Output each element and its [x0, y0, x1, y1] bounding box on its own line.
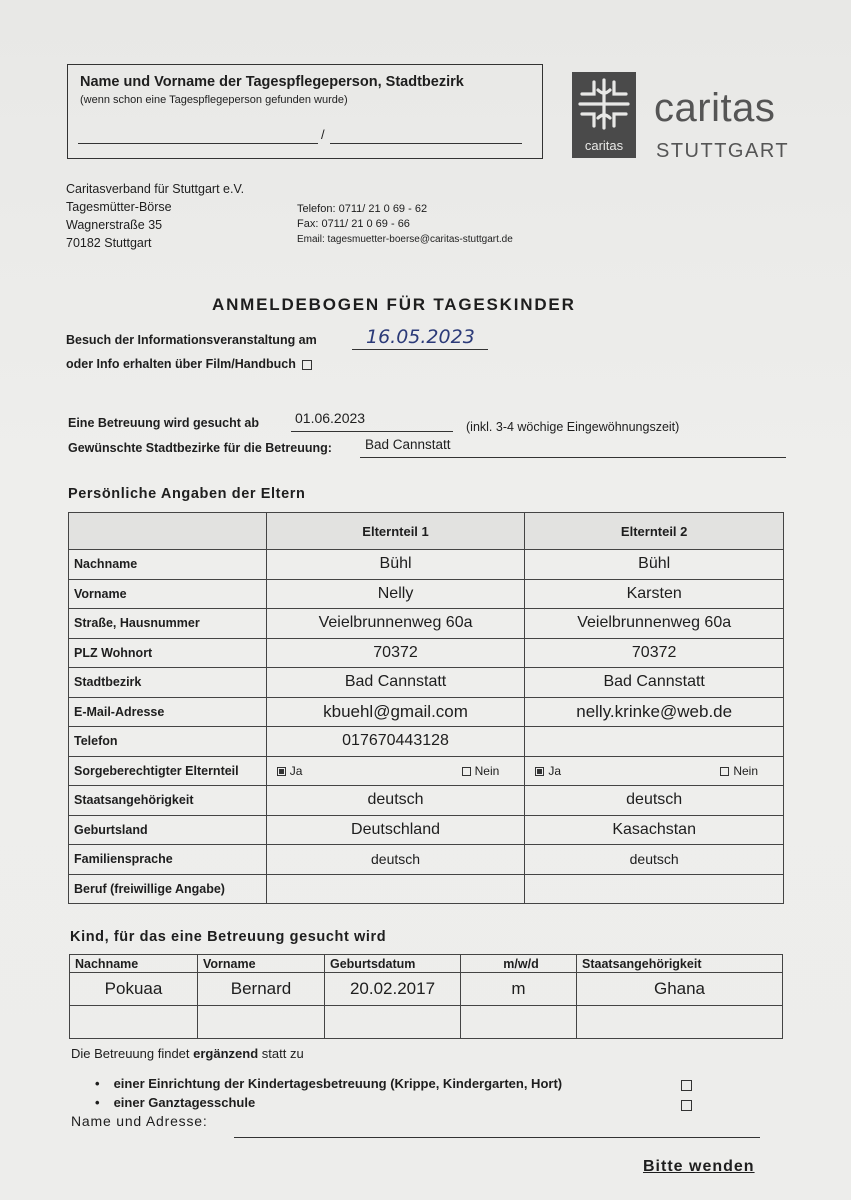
parent2-district[interactable]: Bad Cannstatt: [525, 668, 784, 698]
checkbox-checked-icon[interactable]: [277, 767, 286, 776]
parents-heading: Persönliche Angaben der Eltern: [68, 486, 306, 502]
film-label-text: oder Info erhalten über Film/Handbuch: [66, 357, 296, 371]
parent2-email[interactable]: nelly.krinke@web.de: [525, 697, 784, 727]
parent1-lastname[interactable]: Bühl: [266, 550, 525, 580]
address-line: Caritasverband für Stuttgart e.V.: [66, 182, 245, 196]
caritas-logo-icon: [572, 72, 636, 158]
parent1-custody-yes[interactable]: [277, 764, 303, 778]
child-gender[interactable]: m: [461, 973, 577, 1006]
table-row: [70, 973, 783, 1006]
row-label: Straße, Hausnummer: [69, 609, 267, 639]
child2-firstname[interactable]: [198, 1006, 325, 1039]
parent1-firstname[interactable]: Nelly: [266, 579, 525, 609]
parent2-job[interactable]: [525, 874, 784, 904]
parent2-custody: [525, 756, 784, 786]
table-row: [69, 727, 784, 757]
yes-label: Ja: [289, 763, 303, 778]
child-header-lastname: Nachname: [70, 955, 198, 973]
child-table: [69, 954, 783, 1039]
table-row: [69, 874, 784, 904]
child2-gender[interactable]: [461, 1006, 577, 1039]
parent1-birthcountry[interactable]: Deutschland: [266, 815, 525, 845]
daycare-checkbox[interactable]: [681, 1080, 692, 1091]
start-date-value: 01.06.2023: [295, 410, 366, 426]
parent1-email[interactable]: kbuehl@gmail.com: [266, 697, 525, 727]
parent1-custody: [266, 756, 525, 786]
table-row: [69, 845, 784, 875]
table-row: [69, 815, 784, 845]
parents-table: [68, 512, 784, 904]
child2-nationality[interactable]: [577, 1006, 783, 1039]
parent1-street[interactable]: Veielbrunnenweg 60a: [266, 609, 525, 639]
film-label: [66, 357, 316, 371]
supplement-pre: Die Betreuung findet: [71, 1046, 194, 1061]
child2-birthdate[interactable]: [325, 1006, 461, 1039]
list-item: • einer Einrichtung der Kindertagesbetreuung (Krippe, Kindergarten, Hort): [95, 1074, 562, 1093]
parent2-lastname[interactable]: Bühl: [525, 550, 784, 580]
child-nationality[interactable]: Ghana: [577, 973, 783, 1006]
start-label: Eine Betreuung wird gesucht ab: [68, 416, 259, 430]
contact-info: [297, 202, 513, 247]
visit-date-field[interactable]: [352, 326, 488, 350]
logo-city: STUTTGART: [656, 140, 790, 162]
name-address-field[interactable]: [234, 1124, 760, 1138]
row-label: Vorname: [69, 579, 267, 609]
caregiver-separator: /: [321, 127, 325, 142]
caregiver-district-field[interactable]: [330, 143, 522, 144]
parent2-language[interactable]: deutsch: [525, 845, 784, 875]
table-header-row: [69, 513, 784, 550]
parent1-district[interactable]: Bad Cannstatt: [266, 668, 525, 698]
table-row: [69, 579, 784, 609]
parent2-street[interactable]: Veielbrunnenweg 60a: [525, 609, 784, 639]
parent1-nationality[interactable]: deutsch: [266, 786, 525, 816]
child-birthdate[interactable]: 20.02.2017: [325, 973, 461, 1006]
header-parent2: Elternteil 2: [525, 513, 784, 550]
parent2-custody-yes[interactable]: [535, 764, 561, 778]
phone: Telefon: 0711/ 21 0 69 - 62: [297, 203, 428, 215]
checkbox-icon[interactable]: [720, 767, 729, 776]
name-address-label: Name und Adresse:: [71, 1113, 208, 1129]
visit-date-value: 16.05.2023: [366, 326, 475, 348]
checkbox-icon[interactable]: [462, 767, 471, 776]
checkbox-checked-icon[interactable]: [535, 767, 544, 776]
parent1-job[interactable]: [266, 874, 525, 904]
list-item: • einer Ganztagesschule: [95, 1093, 562, 1112]
table-row: [69, 697, 784, 727]
visit-label: Besuch der Informationsveranstaltung am: [66, 333, 317, 347]
child-lastname[interactable]: Pokuaa: [70, 973, 198, 1006]
child-header-firstname: Vorname: [198, 955, 325, 973]
table-row: [69, 786, 784, 816]
supplement-bold: ergänzend: [193, 1046, 259, 1061]
fax: Fax: 0711/ 21 0 69 - 66: [297, 218, 410, 230]
table-row: [69, 668, 784, 698]
table-row: [69, 609, 784, 639]
parent2-zip[interactable]: 70372: [525, 638, 784, 668]
row-label: Staatsangehörigkeit: [69, 786, 267, 816]
parent1-phone[interactable]: 017670443128: [266, 727, 525, 757]
film-checkbox[interactable]: [302, 360, 312, 370]
row-label: Nachname: [69, 550, 267, 580]
parent2-phone[interactable]: [525, 727, 784, 757]
turn-page-link[interactable]: Bitte wenden: [643, 1158, 755, 1175]
address-line: Tagesmütter-Börse: [66, 200, 172, 214]
logo-wordmark: caritas: [654, 86, 776, 130]
logo-small-text: caritas: [584, 138, 624, 153]
district-value: Bad Cannstatt: [365, 437, 451, 452]
row-label: PLZ Wohnort: [69, 638, 267, 668]
parent2-firstname[interactable]: Karsten: [525, 579, 784, 609]
row-label: Telefon: [69, 727, 267, 757]
start-date-field[interactable]: [291, 412, 453, 432]
parent1-custody-no[interactable]: [462, 764, 500, 778]
table-row: [69, 756, 784, 786]
parent2-birthcountry[interactable]: Kasachstan: [525, 815, 784, 845]
row-label: Stadtbezirk: [69, 668, 267, 698]
supplement-list: [95, 1074, 562, 1112]
child-header-nationality: Staatsangehörigkeit: [577, 955, 783, 973]
district-label: Gewünschte Stadtbezirke für die Betreuung:: [68, 441, 332, 455]
form-title: ANMELDEBOGEN FÜR TAGESKINDER: [212, 295, 576, 314]
parent2-nationality[interactable]: deutsch: [525, 786, 784, 816]
row-label: E-Mail-Adresse: [69, 697, 267, 727]
address-line: 70182 Stuttgart: [66, 236, 152, 250]
parent2-custody-no[interactable]: [720, 764, 758, 778]
child-header-row: [70, 955, 783, 973]
child-header-birthdate: Geburtsdatum: [325, 955, 461, 973]
table-row: [69, 550, 784, 580]
district-field[interactable]: [360, 438, 786, 458]
supplement-text: [71, 1046, 304, 1061]
supplement-post: statt zu: [258, 1046, 304, 1061]
header-parent1: Elternteil 1: [266, 513, 525, 550]
address-line: Wagnerstraße 35: [66, 218, 163, 232]
start-note: (inkl. 3-4 wöchige Eingewöhnungszeit): [466, 420, 680, 434]
no-label: Nein: [474, 763, 500, 778]
child-heading: Kind, für das eine Betreuung gesucht wird: [70, 929, 387, 945]
parent1-zip[interactable]: 70372: [266, 638, 525, 668]
header-empty-cell: [69, 513, 267, 550]
child2-lastname[interactable]: [70, 1006, 198, 1039]
table-row: [69, 638, 784, 668]
row-label: Familiensprache: [69, 845, 267, 875]
allday-school-checkbox[interactable]: [681, 1100, 692, 1111]
caregiver-box-subtitle: (wenn schon eine Tagespflegeperson gefunden wurde): [80, 94, 348, 106]
row-label: Sorgeberechtigter Elternteil: [69, 756, 267, 786]
caregiver-box-title: Name und Vorname der Tagespflegeperson, Stadtbezirk: [80, 74, 464, 90]
caregiver-name-field[interactable]: [78, 143, 318, 144]
no-label: Nein: [733, 763, 758, 778]
email: Email: tagesmuetter-boerse@caritas-stuttgart.de: [297, 234, 513, 245]
caregiver-name-box: [67, 64, 543, 159]
parent1-language[interactable]: deutsch: [266, 845, 525, 875]
row-label: Beruf (freiwillige Angabe): [69, 874, 267, 904]
sender-address: [66, 180, 244, 252]
yes-label: Ja: [548, 763, 562, 778]
row-label: Geburtsland: [69, 815, 267, 845]
child-firstname[interactable]: Bernard: [198, 973, 325, 1006]
caritas-cross-icon: [572, 72, 636, 136]
child-header-gender: m/w/d: [461, 955, 577, 973]
table-row: [70, 1006, 783, 1039]
